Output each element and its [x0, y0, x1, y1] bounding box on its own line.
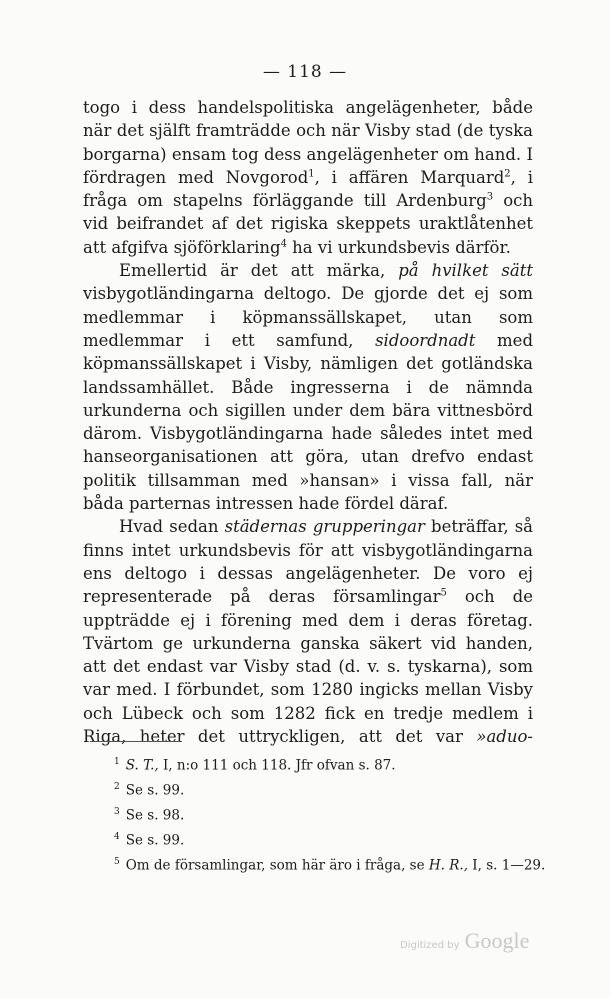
footnote-text: Se s. 99. [125, 782, 185, 799]
google-logo: Google [464, 928, 530, 953]
footnote [114, 802, 546, 827]
footnote-divider [90, 741, 180, 742]
digitized-watermark [400, 928, 529, 954]
footnote-emphasis: H. R., [428, 857, 469, 874]
footnote-number: 4 [114, 832, 120, 842]
body-text [83, 96, 533, 748]
p2-emphasis-1: på hvilket sätt [398, 261, 533, 281]
footnote [114, 777, 546, 802]
footnote [114, 852, 546, 877]
p3-text-c: och de uppträdde ej i förening med dem i deras företag. Tvärtom ge urkunderna ganska säkert vid handen, att det endast var Visby stad (d. v. s. tyskarna), som var med. I förbundet, som 1280 ingicks mellan Visby och Lübeck och som 1282 fick en tredje medlem i Riga, heter det uttryckligen, att det var [83, 587, 533, 747]
p1-text-b: , i affären Marquard [314, 167, 505, 187]
footnote-number: 2 [114, 782, 120, 792]
p2-text-b: visbygotländingarna deltogo. De gjorde det ej som medlemmar i köpmanssällskapet, utan som medlemmar i ett samfund, [83, 284, 533, 350]
p1-text-e: ha vi urkundsbevis därför. [286, 237, 511, 257]
p1-text-c: , i fråga om stapelns förläggande till Ardenburg [83, 167, 533, 211]
footnote-number: 5 [114, 857, 120, 867]
footnote-ref-3: 3 [486, 191, 494, 203]
paragraph-3 [83, 515, 533, 748]
p3-text-a: Hvad sedan [119, 517, 225, 537]
paragraph-1 [83, 96, 533, 259]
paragraph-2 [83, 259, 533, 515]
p1-text-d: och vid beifrandet af det rigiska skeppets uraktlåtenhet att afgifva sjöförklaring [83, 191, 534, 257]
footnote-text: I, n:o 111 och 118. Jfr ofvan s. 87. [158, 757, 396, 774]
footnote-text: Om de församlingar, som här äro i fråga, se [125, 857, 429, 874]
footnote-ref-1: 1 [308, 168, 315, 180]
footnote [114, 752, 546, 777]
footnote-text: Se s. 98. [125, 807, 185, 824]
footnote-emphasis: S. T., [125, 757, 159, 774]
p2-emphasis-2: sidoordnadt [375, 330, 476, 350]
p2-text-a: Emellertid är det att märka, [119, 261, 399, 281]
footnote [114, 827, 546, 852]
p3-text-b: beträffar, så finns intet urkundsbevis för att visbygotländingarna ens deltogo i dessas angelägenheter. De voro ej representerade på deras församlingar [83, 517, 534, 607]
page-number: — 118 — [262, 62, 348, 82]
watermark-prefix: Digitized by [400, 940, 460, 951]
footnote-ref-4: 4 [280, 238, 287, 250]
footnote-text: Se s. 99. [125, 832, 185, 849]
footnote-number: 1 [114, 757, 120, 767]
footnote-text: I, s. 1—29. [468, 857, 546, 874]
p1-text-a: togo i dess handelspolitiska angelägenheter, både när det själft framträdde och när Visby stad (de tyska borgarna) ensam tog dess angelägenheter om hand. I fördragen med Novgorod [83, 98, 533, 187]
p3-emphasis-1: städernas grupperingar [224, 517, 425, 537]
footnote-number: 3 [114, 807, 120, 817]
footnote-ref-2: 2 [504, 168, 511, 180]
p3-emphasis-2: »aduo- [476, 727, 533, 747]
footnotes [114, 752, 546, 877]
p2-text-c: med köpmanssällskapet i Visby, nämligen det gotländska landssamhället. Både ingresserna i de nämnda urkunderna och sigillen under dem bära vittnesbörd därom. Visbygotländingarna hade således intet med hanseorganisationen att göra, utan drefvo endast politik tillsamman med »hansan» i vissa fall, när båda parternas intressen hade fördel däraf. [83, 330, 534, 514]
footnote-ref-5: 5 [440, 587, 447, 599]
